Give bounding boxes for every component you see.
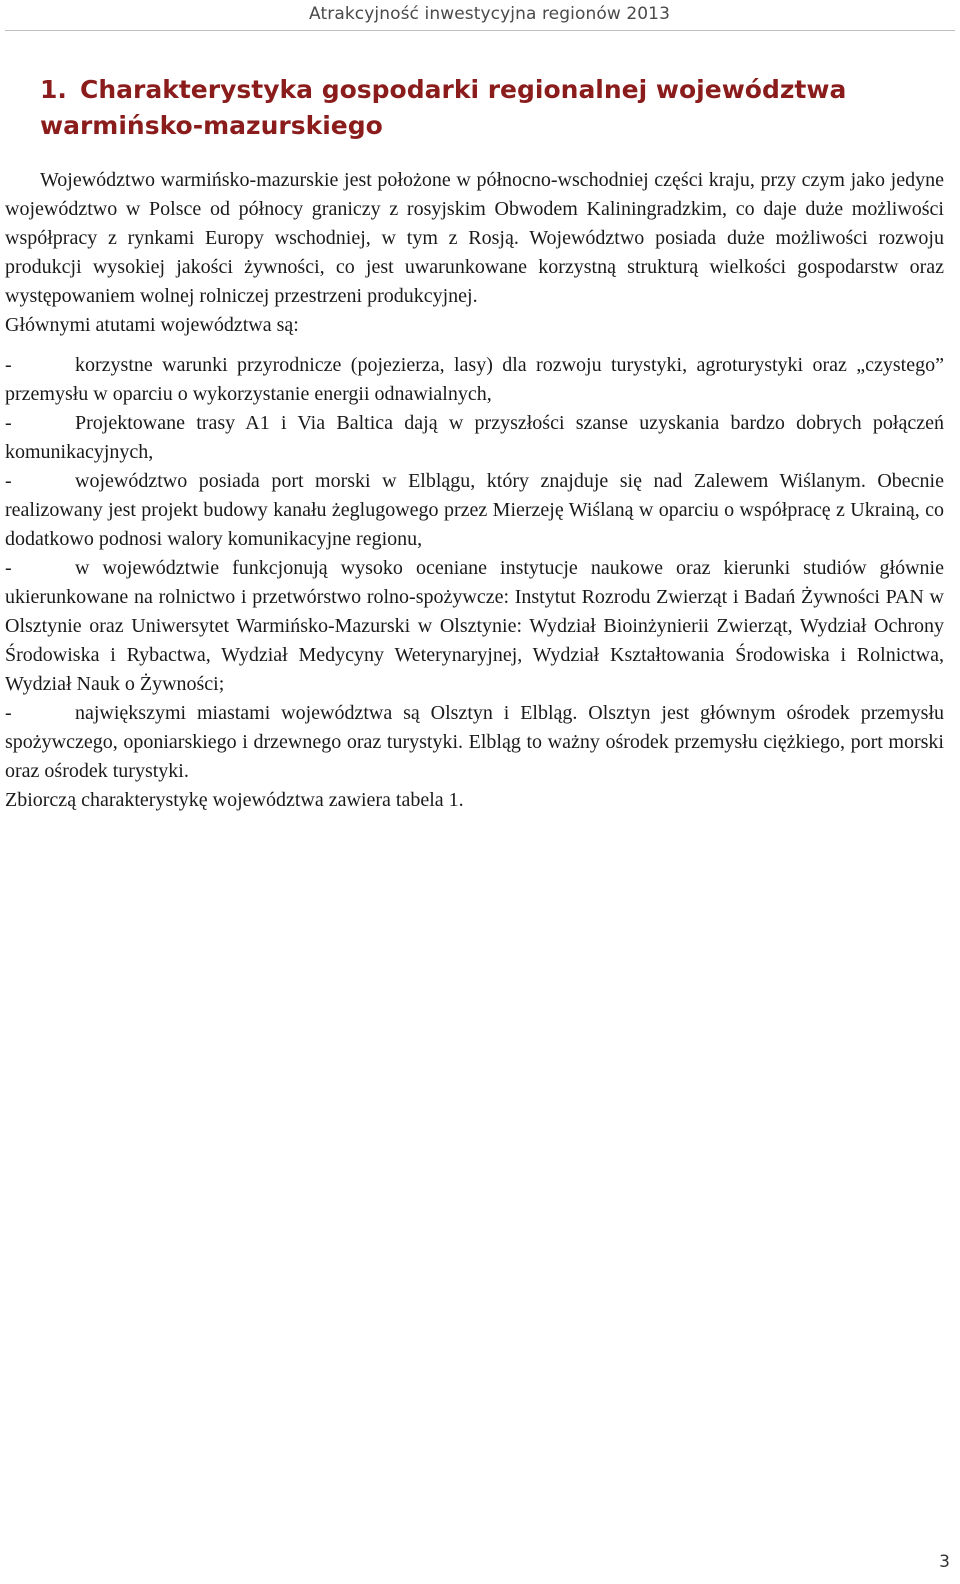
section-number: 1. — [40, 75, 67, 104]
list-item — [5, 467, 944, 554]
list-item — [5, 409, 944, 467]
list-item — [5, 699, 944, 786]
strengths-lead: Głównymi atutami województwa są: — [5, 314, 299, 336]
list-item-text: Projektowane trasy A1 i Via Baltica dają w przyszłości szanse uzyskania bardzo dobrych połączeń komunikacyjnych, — [5, 412, 944, 463]
header-divider — [5, 30, 955, 31]
intro-paragraph: Województwo warmińsko-mazurskie jest położone w północno-wschodniej części kraju, przy czym jako jedyne województwo w Polsce od północy graniczy z rosyjskim Obwodem Kaliningradzkim, co daje duże możliwości współpracy z rynkami Europy wschodniej, w tym z Rosją. Województwo posiada duże możliwości rozwoju produkcji wysokiej jakości żywności, co jest uwarunkowane korzystną strukturą wielkości gospodarstw oraz występowaniem wolnej rolniczej przestrzeni produkcyjnej. — [5, 169, 944, 307]
list-item-text: największymi miastami województwa są Olsztyn i Elbląg. Olsztyn jest głównym ośrodek przemysłu spożywczego, oponiarskiego i drzewnego oraz turystyki. Elbląg to ważny ośrodek przemysłu ciężkiego, port morski oraz ośrodek turystyki. — [5, 702, 944, 782]
list-dash: - — [5, 354, 12, 376]
list-item-text: w województwie funkcjonują wysoko oceniane instytucje naukowe oraz kierunki studiów głównie ukierunkowane na rolnictwo i przetwórstwo rolno-spożywcze: Instytut Rozrodu Zwierząt i Badań Żywności PAN w Olsztynie oraz Uniwersytet Warmińsko-Mazurski w Olsztynie: Wydział Bioinżynierii Zwierząt, Wydział Ochrony Środowiska i Rybactwa, Wydział Medycyny Weterynaryjnej, Wydział Kształtowania Środowiska i Rolnictwa, Wydział Nauk o Żywności; — [5, 557, 944, 695]
section-title — [40, 72, 900, 144]
list-dash: - — [5, 412, 12, 434]
list-item-text: korzystne warunki przyrodnicze (pojezierza, lasy) dla rozwoju turystyki, agroturystyki oraz „czystego” przemysłu w oparciu o wykorzystanie energii odnawialnych, — [5, 354, 944, 405]
list-item-text: województwo posiada port morski w Elblągu, który znajduje się nad Zalewem Wiślanym. Obecnie realizowany jest projekt budowy kanału żeglugowego przez Mierzeję Wiślaną w oparciu o współpracę z Ukrainą, co dodatkowo podnosi walory komunikacyjne regionu, — [5, 470, 944, 550]
list-item — [5, 351, 944, 409]
main-content — [5, 166, 944, 815]
list-item — [5, 554, 944, 699]
section-title-text: Charakterystyka gospodarki regionalnej województwa warmińsko-mazurskiego — [40, 75, 847, 140]
list-dash: - — [5, 557, 12, 579]
running-header: Atrakcyjność inwestycyjna regionów 2013 — [309, 4, 670, 24]
closing-sentence: Zbiorczą charakterystykę województwa zawiera tabela 1. — [5, 789, 464, 811]
list-dash: - — [5, 470, 12, 492]
page-number: 3 — [939, 1552, 950, 1572]
list-dash: - — [5, 702, 12, 724]
